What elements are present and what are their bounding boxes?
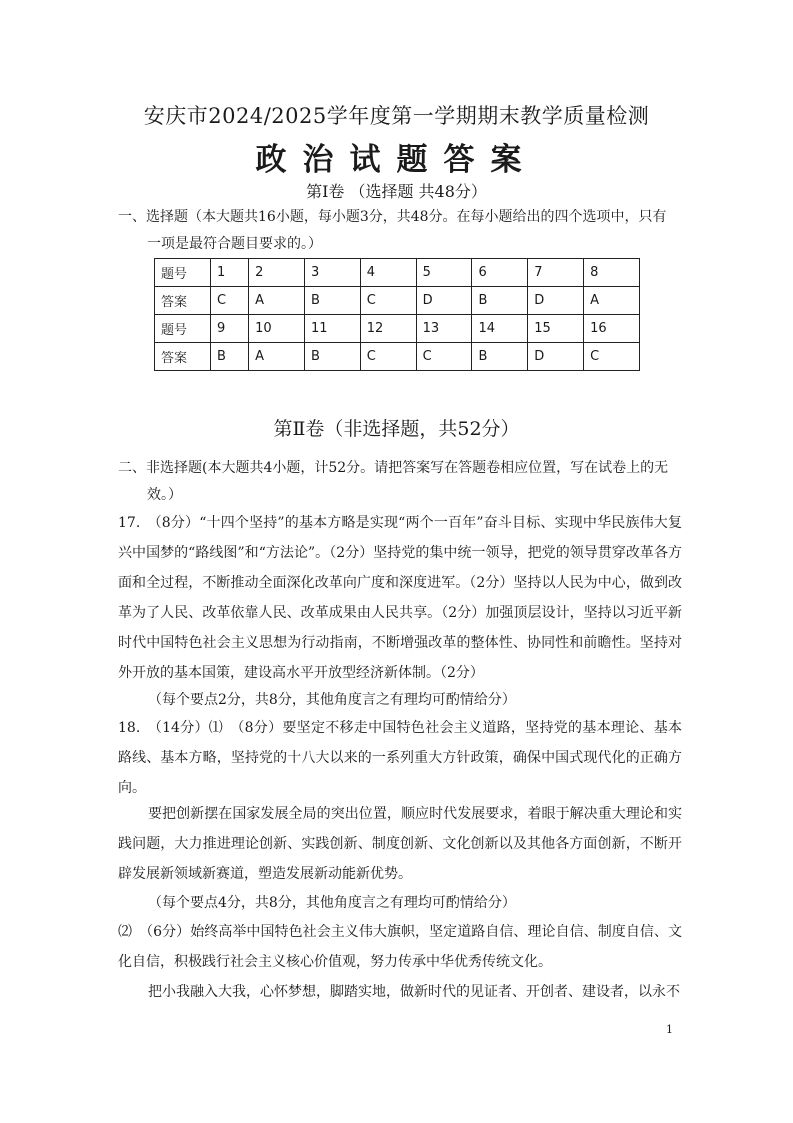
section2-instruction-line2: 效。）: [147, 487, 182, 503]
question-18-part1-continued: 要把创新摆在国家发展全局的突出位置，顺应时代发展要求，着眼于解决重大理论和实践问题，大力推进理论创新、实践创新、制度创新、文化创新以及其他各方面创新，不断开辟发展新领域新赛道，塑造发展新动能新优势。: [118, 806, 682, 882]
answer-table-cell: 1: [211, 259, 249, 287]
answer-table-cell: 9: [211, 315, 249, 343]
answer-table-cell: 7: [528, 259, 584, 287]
question-18-part1-answer: 18. （14分）⑴ （8分）要坚定不移走中国特色社会主义道路，坚持党的基本理论、基本路线、基本方略，坚持党的十八大以来的一系列重大方针政策，确保中国式现代化的正确方向。: [118, 720, 682, 796]
answer-table-cell: B: [472, 287, 528, 315]
part1-title: 第Ⅰ卷 （选择题 共48分）: [306, 182, 487, 201]
answer-table-cell: 15: [528, 315, 584, 343]
answer-table-cell: 16: [584, 315, 640, 343]
answer-table-cell: 4: [360, 259, 416, 287]
answer-table-cell: D: [416, 287, 472, 315]
answer-table-cell: B: [211, 343, 249, 371]
section1-instruction-line2: 一项是最符合题目要求的。）: [147, 236, 322, 252]
answer-table-cell: 3: [304, 259, 360, 287]
answer-table-cell: 13: [416, 315, 472, 343]
answer-table-row-header: 答案: [155, 287, 211, 315]
answer-table-cell: 14: [472, 315, 528, 343]
answer-table-row-header: 题号: [155, 259, 211, 287]
answer-table-cell: A: [584, 287, 640, 315]
exam-header-title: 安庆市2024/2025学年度第一学期期末教学质量检测: [143, 104, 650, 128]
answer-table-cell: D: [528, 287, 584, 315]
section2-instruction-line1: 二、非选择题(本大题共4小题，计52分。请把答案写在答题卷相应位置，写在试卷上的无: [118, 460, 669, 476]
answer-table-cell: 2: [249, 259, 305, 287]
question-17-answer: 17. （8分）“十四个坚持”的基本方略是实现“两个一百年”奋斗目标、实现中华民族伟大复兴中国梦的“路线图”和“方法论”。（2分）坚持党的集中统一领导，把党的领导贯穿改革各方面和全过程，不断推动全面深化改革向广度和深度进军。（2分）坚持以人民为中心，做到改革为了人民、改革依靠人民、改革成果由人民共享。（2分）加强顶层设计，坚持以习近平新时代中国特色社会主义思想为行动指南，不断增强改革的整体性、协同性和前瞻性。坚持对外开放的基本国策，建设高水平开放型经济新体制。（2分）: [118, 515, 682, 681]
answer-table-cell: D: [528, 343, 584, 371]
answer-table-cell: A: [249, 287, 305, 315]
answer-table-cell: B: [304, 287, 360, 315]
section1-instruction-line1: 一、选择题（本大题共16小题，每小题3分，共48分。在每小题给出的四个选项中，只有: [118, 209, 667, 225]
answer-table-cell: C: [360, 343, 416, 371]
answer-table-row: [155, 259, 640, 287]
answer-table-cell: B: [304, 343, 360, 371]
answer-table-row: [155, 287, 640, 315]
answer-table-cell: C: [584, 343, 640, 371]
answer-table-cell: B: [472, 343, 528, 371]
answer-table-cell: 10: [249, 315, 305, 343]
answer-table-cell: A: [249, 343, 305, 371]
page-number: 1: [666, 1023, 673, 1036]
answer-table-row-header: 答案: [155, 343, 211, 371]
part2-title: 第Ⅱ卷（非选择题，共52分）: [273, 418, 520, 440]
answer-table-row-header: 题号: [155, 315, 211, 343]
answer-table-cell: 5: [416, 259, 472, 287]
answer-table-row: [155, 315, 640, 343]
question-18-part2-continued: 把小我融入大我，心怀梦想，脚踏实地，做新时代的见证者、开创者、建设者，以永不: [148, 984, 680, 1000]
answer-table: [154, 258, 640, 371]
question-17-scoring-note: （每个要点2分，共8分，其他角度言之有理均可酌情给分）: [148, 692, 516, 708]
answer-table-cell: C: [211, 287, 249, 315]
answer-table-cell: 11: [304, 315, 360, 343]
answer-table-cell: 8: [584, 259, 640, 287]
answer-table-cell: 12: [360, 315, 416, 343]
question-18-scoring-note: （每个要点4分，共8分，其他角度言之有理均可酌情给分）: [148, 895, 516, 911]
subject-title: 政治试题答案: [255, 142, 538, 178]
answer-table-cell: 6: [472, 259, 528, 287]
answer-table-cell: C: [416, 343, 472, 371]
answer-table-cell: C: [360, 287, 416, 315]
answer-table-row: [155, 343, 640, 371]
question-18-part2-answer: ⑵ （6分）始终高举中国特色社会主义伟大旗帜，坚定道路自信、理论自信、制度自信、文化自信，积极践行社会主义核心价值观，努力传承中华优秀传统文化。: [118, 924, 682, 970]
